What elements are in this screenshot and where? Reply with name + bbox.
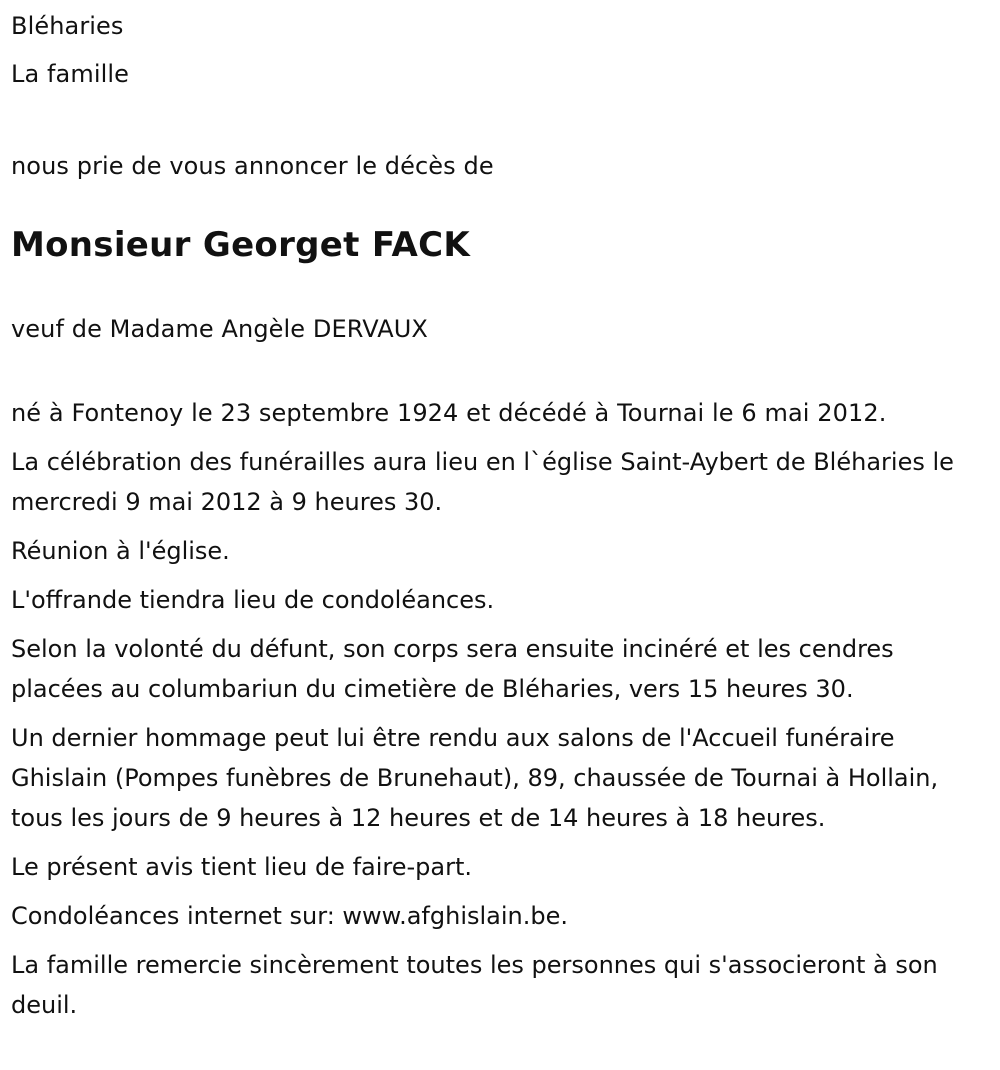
location: Bléharies	[11, 12, 124, 40]
cremation-info: Selon la volonté du défunt, son corps sera ensuite inciné​ré et les cendres placées au columbariun du cimetière de Bléharies, vers 15 heures 30.	[11, 635, 894, 703]
tribute-info: Un dernier hommage peut lui être rendu aux salons de l'Accueil funéraire Ghislain (Pompes funèbres de Brunehaut), 89, chaussée de Tournai à Hollain, tous les jours de 9 heures à 12 heures et de 14 heures à 18 heures.	[11, 724, 939, 832]
death-notice	[11, 0, 993, 1034]
offering-info: L'offrande tiendra lieu de condoléances.	[11, 586, 495, 614]
family-intro: La famille	[11, 60, 130, 88]
birth-death-info: né à Fontenoy le 23 septembre 1924 et décédé à Tournai le 6 mai 2012.	[11, 399, 887, 427]
faire-part-info: Le présent avis tient lieu de faire-part.	[11, 853, 473, 881]
announcement: nous prie de vous annoncer le décès de	[11, 152, 494, 180]
ceremony-info: La célébration des funérailles aura lieu en l`église Saint-Aybert de Bléharies le mercredi 9 mai 2012 à 9 heures 30.	[11, 448, 954, 516]
meeting-info: Réunion à l'église.	[11, 537, 230, 565]
thanks-info: La famille remercie sincèrement toutes les personnes qui s'associeront à son deuil.	[11, 951, 938, 1019]
widow-of: veuf de Madame Angèle DERVAUX	[11, 315, 428, 343]
deceased-name: Monsieur Georget FACK	[11, 225, 470, 265]
condolences-info: Condoléances internet sur: www.afghislain.be.	[11, 902, 569, 930]
